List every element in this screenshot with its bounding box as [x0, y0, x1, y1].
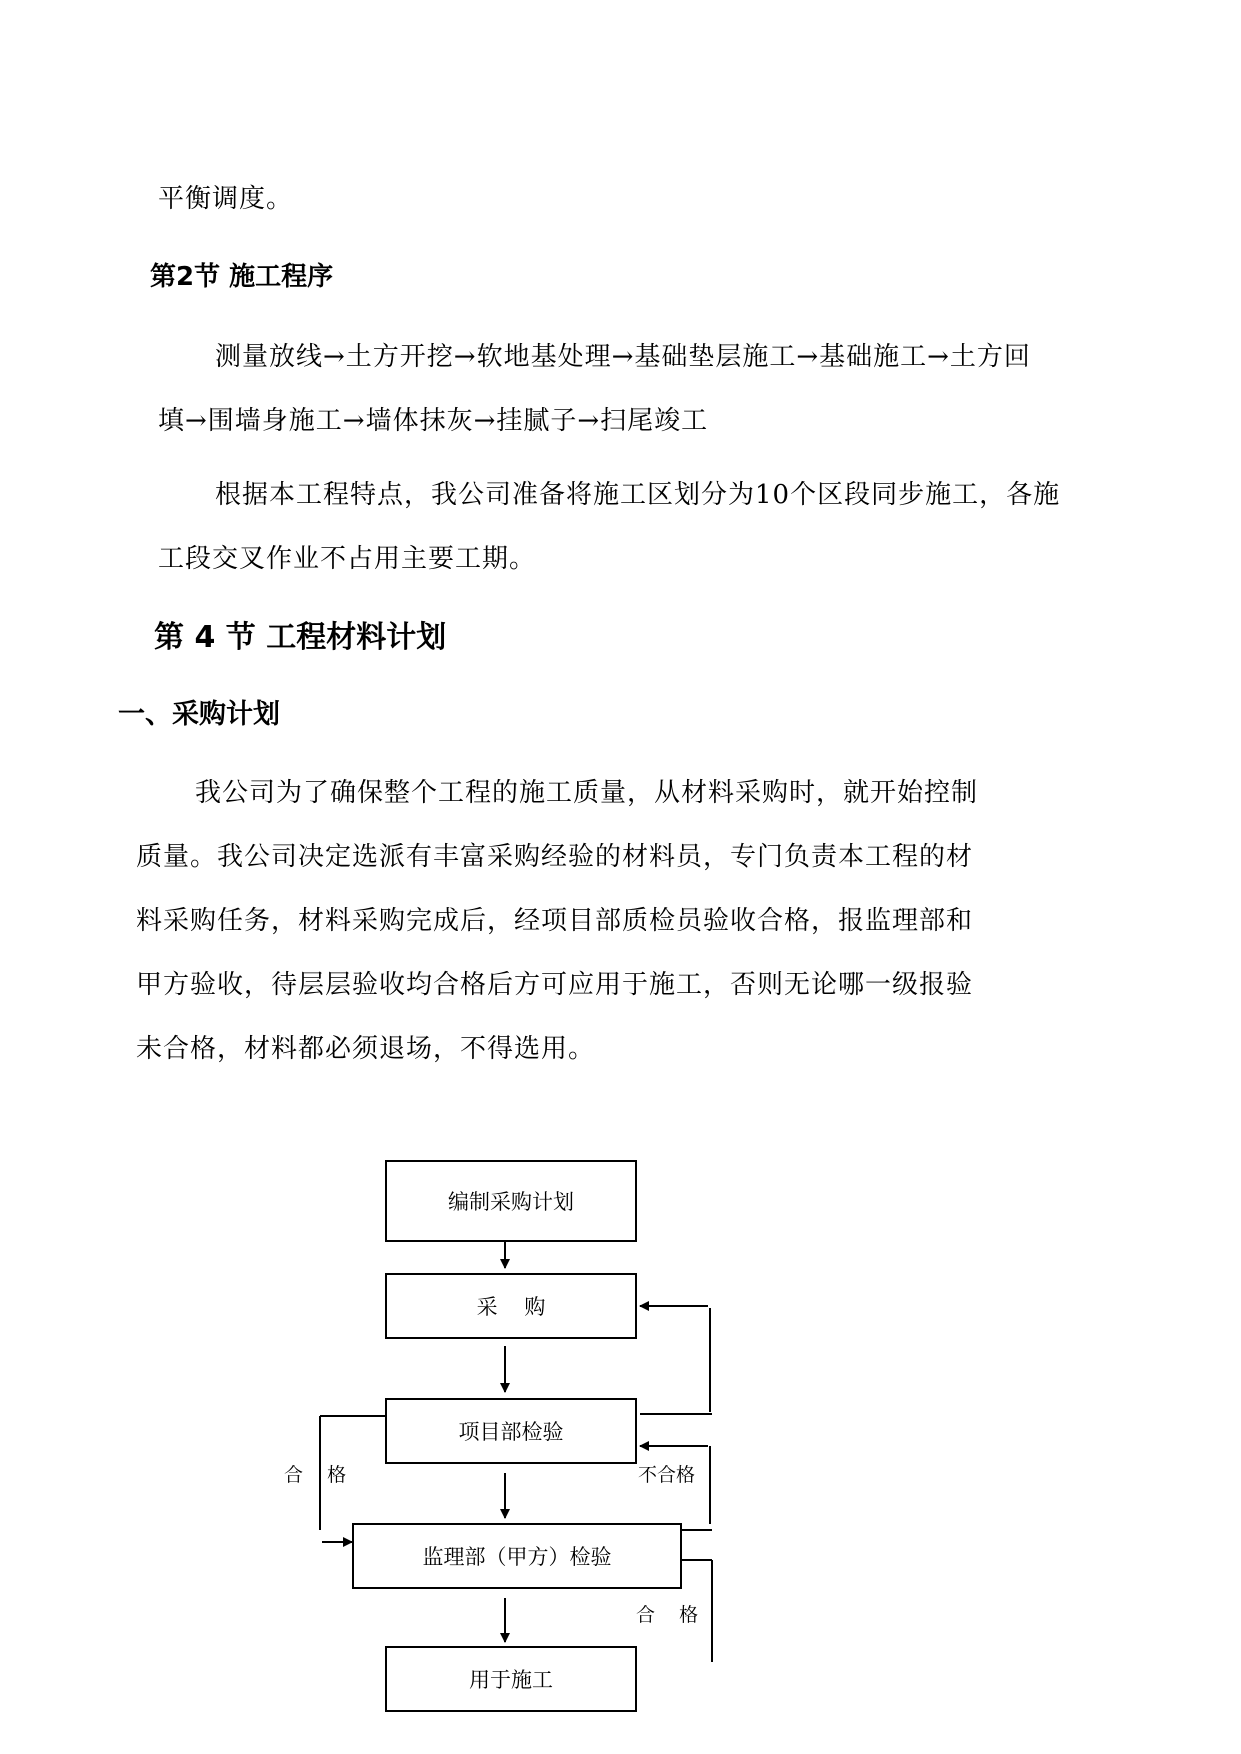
- section-3-heading: 第2节 施工程序: [150, 262, 334, 292]
- purchase-paragraph-line-4: 甲方验收，待层层验收均合格后方可应用于施工，否则无论哪一级报验: [136, 970, 974, 1000]
- flow-box-supervisor-check-label: 监理部（甲方）检验: [422, 1545, 612, 1569]
- flow-box-plan-label: 编制采购计划: [448, 1190, 574, 1214]
- purchase-paragraph-line-2: 质量。我公司决定选派有丰富采购经验的材料员，专门负责本工程的材: [136, 842, 974, 872]
- procedure-line-1: 测量放线→土方开挖→软地基处理→基础垫层施工→基础施工→土方回: [215, 342, 1031, 372]
- flow-label-pass-left: 合 格: [284, 1464, 347, 1486]
- purchase-paragraph-line-5: 未合格，材料都必须退场，不得选用。: [136, 1034, 596, 1064]
- paragraph-tail: 平衡调度。: [158, 184, 294, 214]
- flow-box-use-label: 用于施工: [469, 1668, 553, 1692]
- zone-paragraph-line-1: 根据本工程特点，我公司准备将施工区划分为10个区段同步施工，各施: [215, 480, 1061, 510]
- purchase-paragraph-line-3: 料采购任务，材料采购完成后，经项目部质检员验收合格，报监理部和: [136, 906, 974, 936]
- flow-box-plan: [385, 1160, 637, 1242]
- flow-box-purchase-label: 采 购: [476, 1295, 546, 1319]
- subsection-1-heading: 一、采购计划: [118, 699, 280, 730]
- procedure-line-2: 填→围墙身施工→墙体抹灰→挂腻子→扫尾竣工: [158, 406, 709, 436]
- purchase-paragraph-line-1: 我公司为了确保整个工程的施工质量，从材料采购时，就开始控制: [195, 778, 979, 808]
- flow-box-project-check: [385, 1398, 637, 1464]
- flow-box-use: [385, 1646, 637, 1712]
- flow-label-pass-right: 合 格: [636, 1604, 699, 1626]
- flow-label-fail: 不合格: [638, 1464, 696, 1486]
- zone-paragraph-line-2: 工段交叉作业不占用主要工期。: [158, 544, 537, 574]
- flow-box-supervisor-check: [352, 1523, 682, 1589]
- flow-box-project-check-label: 项目部检验: [458, 1420, 564, 1444]
- flow-box-purchase: [385, 1273, 637, 1339]
- section-4-heading: 第 4 节 工程材料计划: [154, 620, 447, 655]
